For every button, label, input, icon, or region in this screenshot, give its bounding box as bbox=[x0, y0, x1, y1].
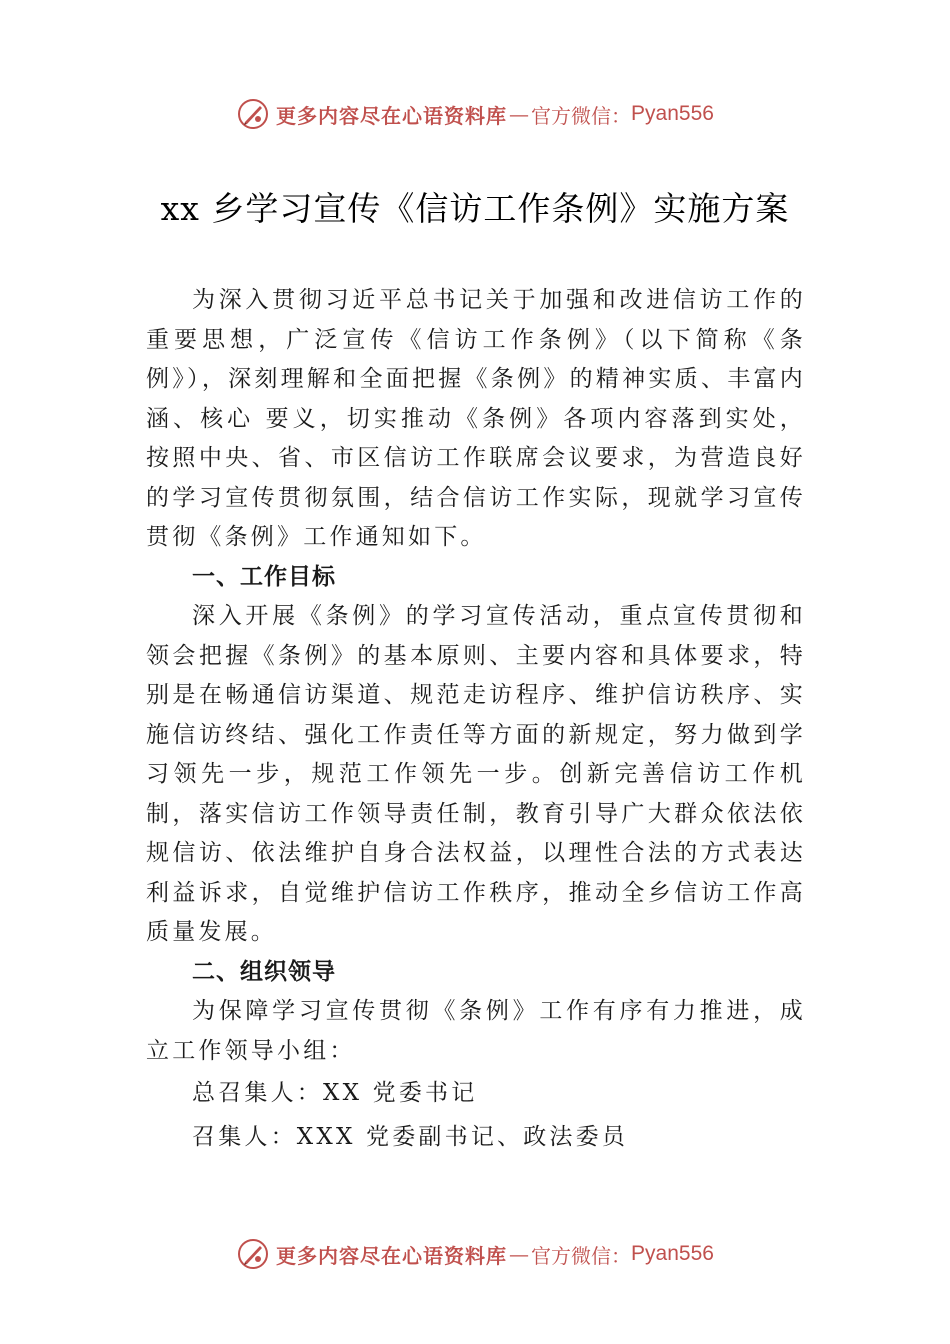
organization-paragraph: 为保障学习宣传贯彻《条例》工作有序有力推进，成立工作领导小组： bbox=[146, 998, 806, 1064]
watermark-wechat-id: Pyan556 bbox=[631, 102, 714, 125]
header-watermark bbox=[0, 94, 950, 134]
goals-paragraph: 深入开展《条例》的学习宣传活动，重点宣传贯彻和领会把握《条例》的基本原则、主要内容和具体要求，特别是在畅通信访渠道、规范走访程序、维护信访秩序、实施信访终结、强化工作责任等方面的新规定，努力做到学习领先一步，规范工作领先一步。创新完善信访工作机制，落实信访工作领导责任制，教育引导广大群众依法依规信访、依法维护自身合法权益，以理性合法的方式表达利益诉求，自觉维护信访工作秩序，推动全乡信访工作高质量发展。 bbox=[146, 603, 806, 945]
watermark-label: 官方微信： bbox=[531, 1243, 632, 1268]
watermark-text: 更多内容尽在心语资料库 bbox=[276, 1243, 508, 1268]
quill-pen-seal-logo bbox=[236, 97, 270, 131]
document-title: xx 乡学习宣传《信访工作条例》实施方案 bbox=[160, 189, 790, 228]
section-heading-goals: 一、工作目标 bbox=[192, 563, 336, 590]
watermark-text: 更多内容尽在心语资料库 bbox=[276, 103, 508, 128]
section-heading-organization: 二、组织领导 bbox=[192, 958, 336, 985]
leader-line-convener: 召集人：XXX 党委副书记、政法委员 bbox=[192, 1124, 629, 1150]
leader-line-chief-convener: 总召集人：XX 党委书记 bbox=[192, 1080, 478, 1106]
watermark-label: 官方微信： bbox=[531, 103, 632, 128]
document-body bbox=[146, 281, 806, 1159]
footer-watermark bbox=[0, 1234, 950, 1274]
intro-paragraph: 为深入贯彻习近平总书记关于加强和改进信访工作的重要思想，广泛宣传《信访工作条例》（以下简称《条例》），深刻理解和全面把握《条例》的精神实质、丰富内涵、核心 要义，切实推动《条例》各项内容落到实处，按照中央、省、市区信访工作联席会议要求，为营造良好的学习宣传贯彻氛围，结合信访工作实际，现就学习宣传贯彻《条例》工作通知如下。 bbox=[146, 287, 806, 550]
watermark-separator: — bbox=[509, 102, 530, 126]
watermark-wechat-id: Pyan556 bbox=[631, 1242, 714, 1265]
watermark-separator: — bbox=[509, 1242, 530, 1266]
quill-pen-seal-logo bbox=[236, 1237, 270, 1271]
